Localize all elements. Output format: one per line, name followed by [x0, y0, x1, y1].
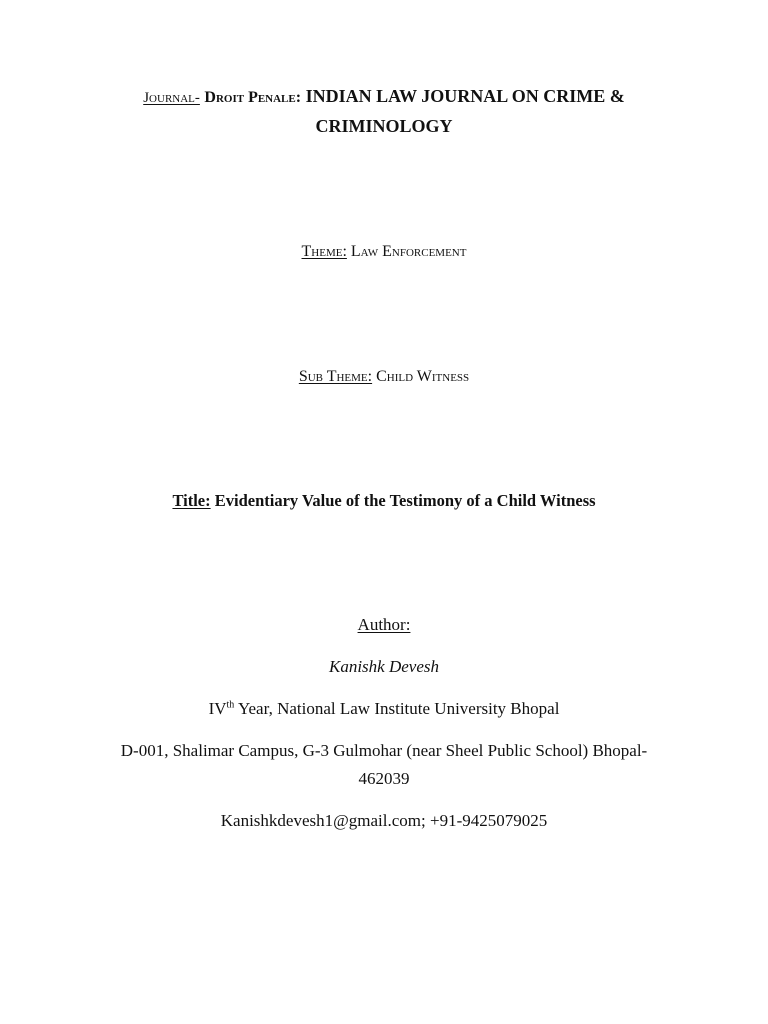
- year-base: IV: [208, 699, 227, 718]
- paper-title-line: [0, 491, 768, 511]
- author-address-line-1: D-001, Shalimar Campus, G-3 Gulmohar (near Sheel Public School) Bhopal-: [120, 741, 648, 760]
- journal-name: Droit Penale:: [204, 89, 302, 106]
- author-contact: Kanishkdevesh1@gmail.com; +91-9425079025: [220, 811, 548, 830]
- sub-theme-line: [0, 368, 768, 386]
- author-address-line-2: 462039: [358, 769, 410, 788]
- author-affiliation: [0, 699, 768, 719]
- journal-title-line-1: INDIAN LAW JOURNAL ON CRIME &: [305, 86, 625, 106]
- title-label: Title:: [172, 491, 211, 510]
- theme-value: Law Enforcement: [350, 243, 467, 260]
- year-sup: th: [226, 699, 235, 711]
- author-label-text: Author:: [357, 615, 411, 634]
- journal-heading: [0, 86, 768, 107]
- author-label: [0, 615, 768, 635]
- author-name: Kanishk Devesh: [328, 657, 439, 676]
- title-value: Evidentiary Value of the Testimony of a Child Witness: [214, 491, 596, 510]
- year-rest: Year, National Law Institute University Bhopal: [237, 699, 560, 718]
- journal-title-line-2: CRIMINOLOGY: [315, 116, 453, 136]
- sub-theme-value: Child Witness: [376, 368, 470, 385]
- sub-theme-label: Sub Theme:: [298, 368, 373, 385]
- journal-prefix: Journal-: [143, 90, 200, 106]
- theme-label: Theme:: [301, 243, 347, 260]
- theme-line: [0, 243, 768, 261]
